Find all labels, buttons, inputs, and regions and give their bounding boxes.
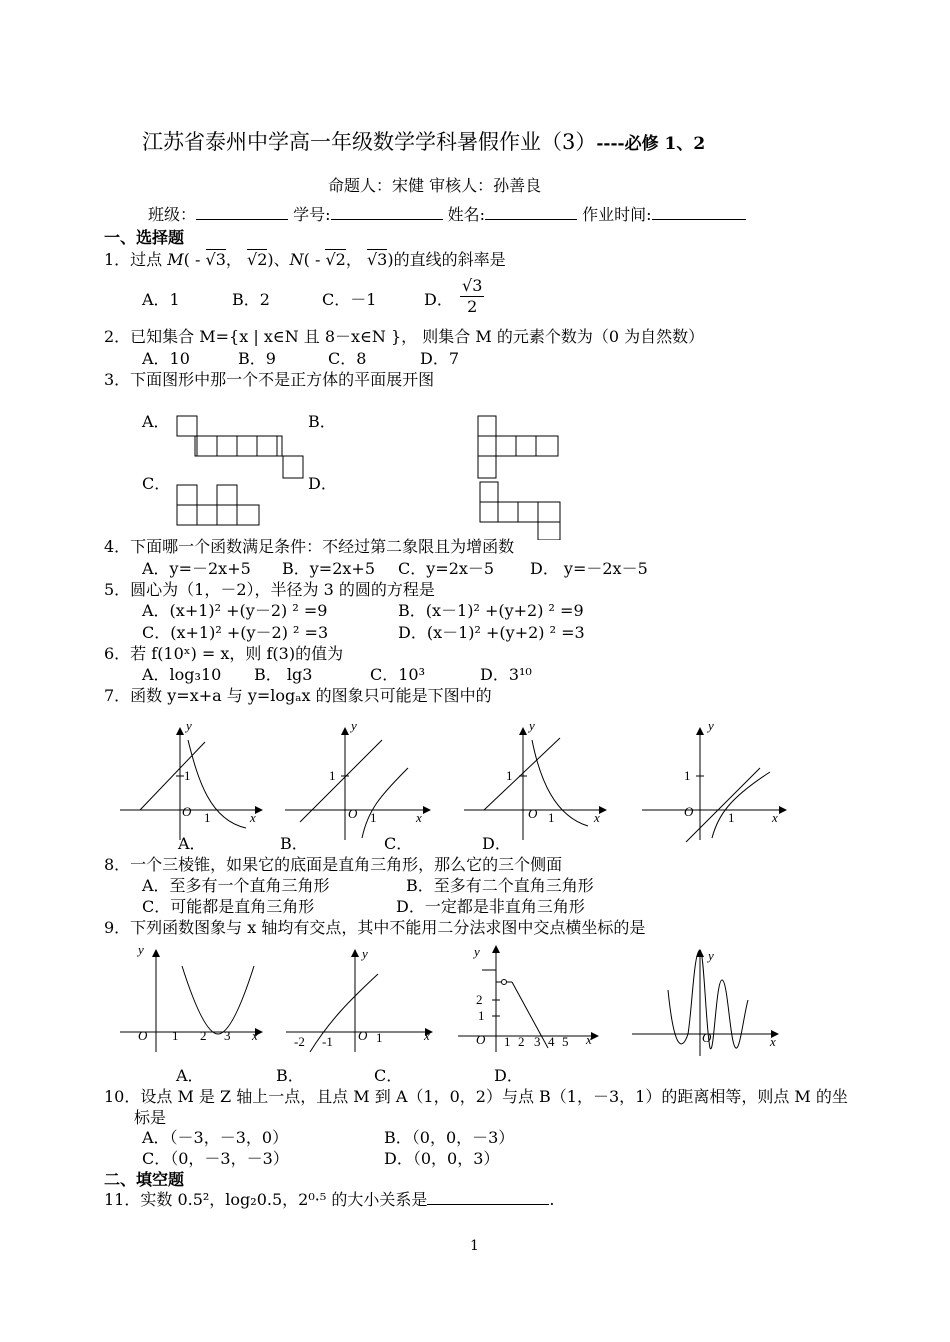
graph-7b	[285, 728, 430, 840]
q1-N: N	[289, 250, 304, 269]
question-4: 4．下面哪一个函数满足条件：不经过第二象限且为增函数	[104, 537, 515, 556]
axis-label-y: y	[186, 718, 192, 733]
tick-label: 1	[172, 1028, 179, 1043]
fraction-denominator: 2	[467, 297, 478, 316]
graph-7a	[120, 728, 262, 840]
axis-label-y: y	[362, 946, 368, 961]
q11-text: 11．实数 0.5²，log₂0.5，2⁰·⁵ 的大小关系是	[104, 1190, 428, 1209]
q3-label-b[interactable]: B．	[308, 412, 336, 431]
tick-label: 5	[562, 1034, 569, 1049]
axis-label-x: x	[250, 810, 256, 825]
q8-option-c[interactable]: C．可能都是直角三角形	[142, 897, 315, 916]
axis-label-x: x	[594, 810, 600, 825]
q5-option-c[interactable]: C．(x+1)² +(y－2) ² =3	[142, 623, 329, 642]
q1-M: M	[167, 250, 184, 269]
authors: 命题人：宋健 审核人：孙善良	[328, 176, 542, 195]
net-b	[478, 416, 558, 478]
q6-option-d[interactable]: D．3¹⁰	[480, 665, 532, 684]
section-fill: 二、填空题	[104, 1170, 185, 1189]
tick-label: 3	[224, 1028, 231, 1043]
axis-label-x: x	[772, 810, 778, 825]
q1-text: 1．过点	[104, 250, 168, 269]
q1-comma2: ，	[345, 250, 362, 269]
tick-label: 2	[518, 1034, 525, 1049]
q1-option-b[interactable]: B．2	[232, 290, 270, 309]
q7-label-a[interactable]: A．	[178, 834, 206, 853]
q2-option-d[interactable]: D．7	[420, 349, 460, 368]
q10-option-a[interactable]: A．（－3，－3，0）	[142, 1128, 289, 1147]
q1-paren: ( -	[183, 250, 206, 269]
q9-label-c[interactable]: C．	[374, 1066, 403, 1085]
tick-one: 1	[370, 810, 377, 825]
q2-option-c[interactable]: C．8	[328, 349, 367, 368]
axis-label-x: x	[586, 1032, 592, 1047]
tick-label: 2	[200, 1028, 207, 1043]
question-7: 7．函数 y=x+a 与 y=logₐx 的图象只可能是下图中的	[104, 686, 492, 705]
tick-label: -1	[322, 1034, 333, 1049]
title-main: 江苏省泰州中学高一年级数学学科暑假作业（3）	[142, 130, 597, 154]
axis-label-y: y	[708, 948, 714, 963]
question-3: 3．下面图形中那一个不是正方体的平面展开图	[104, 370, 435, 389]
origin-label: O	[476, 1032, 486, 1047]
q1-option-c[interactable]: C．－1	[322, 290, 377, 309]
origin-label: O	[684, 804, 694, 819]
q2-option-b[interactable]: B．9	[238, 349, 276, 368]
axis-label-x: x	[770, 1034, 776, 1049]
q9-label-d[interactable]: D．	[494, 1066, 523, 1085]
tick-label: 2	[476, 992, 483, 1007]
graph-7d	[642, 728, 786, 842]
net-d	[480, 482, 560, 540]
q9-label-b[interactable]: B．	[276, 1066, 304, 1085]
axis-label-y: y	[529, 718, 535, 733]
question-1: 1．过点 M( - √3， √2)、N( - √2， √3)的直线的斜率是	[104, 250, 506, 269]
q9-graphs	[0, 940, 950, 1065]
q8-option-a[interactable]: A．至多有一个直角三角形	[142, 876, 330, 895]
q1-option-d[interactable]: D．	[424, 290, 453, 309]
tick-one: 1	[506, 768, 513, 783]
q1-paren2: ( -	[303, 250, 326, 269]
origin-label: O	[138, 1028, 148, 1043]
q5-option-d[interactable]: D．(x－1)² +(y+2) ² =3	[398, 623, 585, 642]
page-number: 1	[470, 1238, 479, 1254]
q1-root3: 3	[215, 250, 226, 269]
q1-root2b: 2	[335, 250, 346, 269]
tick-label: 1	[504, 1034, 511, 1049]
cube-nets	[0, 0, 950, 540]
id-label: 学号:	[293, 205, 331, 224]
question-10-cont: 标是	[134, 1108, 167, 1127]
axis-label-x: x	[252, 1028, 258, 1043]
axis-label-y: y	[138, 942, 144, 957]
q3-label-c[interactable]: C．	[142, 474, 171, 493]
q10-option-c[interactable]: C．（0，－3，－3）	[142, 1149, 289, 1168]
origin-label: O	[348, 806, 358, 821]
q11-answer-field[interactable]	[427, 1204, 549, 1205]
tick-label: -2	[294, 1034, 305, 1049]
q10-option-b[interactable]: B．（0，0，－3）	[384, 1128, 515, 1147]
q1-root2: 2	[257, 250, 268, 269]
origin-label: O	[702, 1030, 712, 1045]
axis-label-y: y	[351, 718, 357, 733]
q7-label-c[interactable]: C．	[384, 834, 413, 853]
question-6: 6．若 f(10ˣ) = x，则 f(3)的值为	[104, 644, 344, 663]
tick-one: 1	[684, 768, 691, 783]
q2-option-a[interactable]: A．10	[142, 349, 190, 368]
q1-comma: ，	[225, 250, 242, 269]
q5-option-a[interactable]: A．(x+1)² +(y－2) ² =9	[142, 601, 328, 620]
tick-one: 1	[728, 810, 735, 825]
q4-option-a[interactable]: A．y=－2x+5	[142, 559, 251, 578]
axis-label-x: x	[424, 1028, 430, 1043]
q4-option-b[interactable]: B．y=2x+5	[282, 559, 375, 578]
q6-option-c[interactable]: C．10³	[370, 665, 426, 684]
q1-close: )、	[267, 250, 290, 269]
title-suffix: ----必修 1、2	[596, 134, 706, 154]
net-a	[177, 416, 303, 478]
question-2: 2．已知集合 M={x | x∈N 且 8－x∈N }， 则集合 M 的元素个数为（0 为自然数）	[104, 327, 705, 346]
axis-label-y: y	[474, 944, 480, 959]
q4-option-d[interactable]: D． y=－2x－5	[530, 559, 648, 578]
origin-label: O	[528, 806, 538, 821]
graph-7c	[464, 728, 606, 840]
class-label: 班级：	[148, 205, 197, 224]
question-8: 8．一个三棱锥，如果它的底面是直角三角形，那么它的三个侧面	[104, 855, 563, 874]
q7-label-b[interactable]: B．	[280, 834, 308, 853]
q1-close2: )的直线的斜率是	[387, 250, 506, 269]
q1-root3b: 3	[377, 250, 388, 269]
question-11	[104, 1190, 554, 1210]
q11-period: .	[549, 1190, 555, 1209]
q7-graphs	[0, 710, 950, 860]
section-choice: 一、选择题	[104, 228, 185, 247]
time-label: 作业时间:	[582, 205, 652, 224]
axis-label-x: x	[416, 810, 422, 825]
tick-one: 1	[329, 768, 336, 783]
tick-label: 1	[376, 1030, 383, 1045]
q6-option-a[interactable]: A．log₃10	[142, 665, 222, 684]
question-10: 10．设点 M 是 Z 轴上一点，且点 M 到 A（1，0，2）与点 B（1，－3，1）的距离相等，则点 M 的坐	[104, 1087, 848, 1106]
origin-label: O	[358, 1028, 368, 1043]
tick-one: 1	[548, 810, 555, 825]
q4-option-c[interactable]: C．y=2x－5	[398, 559, 495, 578]
q7-label-d[interactable]: D．	[482, 834, 511, 853]
axis-label-y: y	[708, 718, 714, 733]
tick-label: 1	[478, 1008, 485, 1023]
q3-label-a[interactable]: A．	[142, 412, 170, 431]
q8-option-b[interactable]: B．至多有二个直角三角形	[406, 876, 594, 895]
origin-label: O	[182, 804, 192, 819]
q9-label-a[interactable]: A．	[176, 1066, 204, 1085]
tick-label: 4	[548, 1034, 555, 1049]
name-label: 姓名:	[447, 205, 486, 224]
q10-option-d[interactable]: D．（0，0，3）	[384, 1149, 500, 1168]
q1-option-a[interactable]: A．1	[142, 290, 180, 309]
q8-option-d[interactable]: D．一定都是非直角三角形	[396, 897, 585, 916]
question-9: 9．下列函数图象与 x 轴均有交点，其中不能用二分法求图中交点横坐标的是	[104, 918, 646, 937]
net-c	[177, 485, 259, 525]
tick-one: 1	[204, 810, 211, 825]
q5-option-b[interactable]: B．(x－1)² +(y+2) ² =9	[398, 601, 584, 620]
tick-label: 3	[534, 1034, 541, 1049]
tick-one: 1	[184, 768, 191, 783]
q3-label-d[interactable]: D．	[308, 474, 337, 493]
question-5: 5．圆心为（1，－2），半径为 3 的圆的方程是	[104, 580, 435, 599]
fraction-numerator: √3	[462, 276, 483, 295]
q6-option-b[interactable]: B． lg3	[254, 665, 313, 684]
